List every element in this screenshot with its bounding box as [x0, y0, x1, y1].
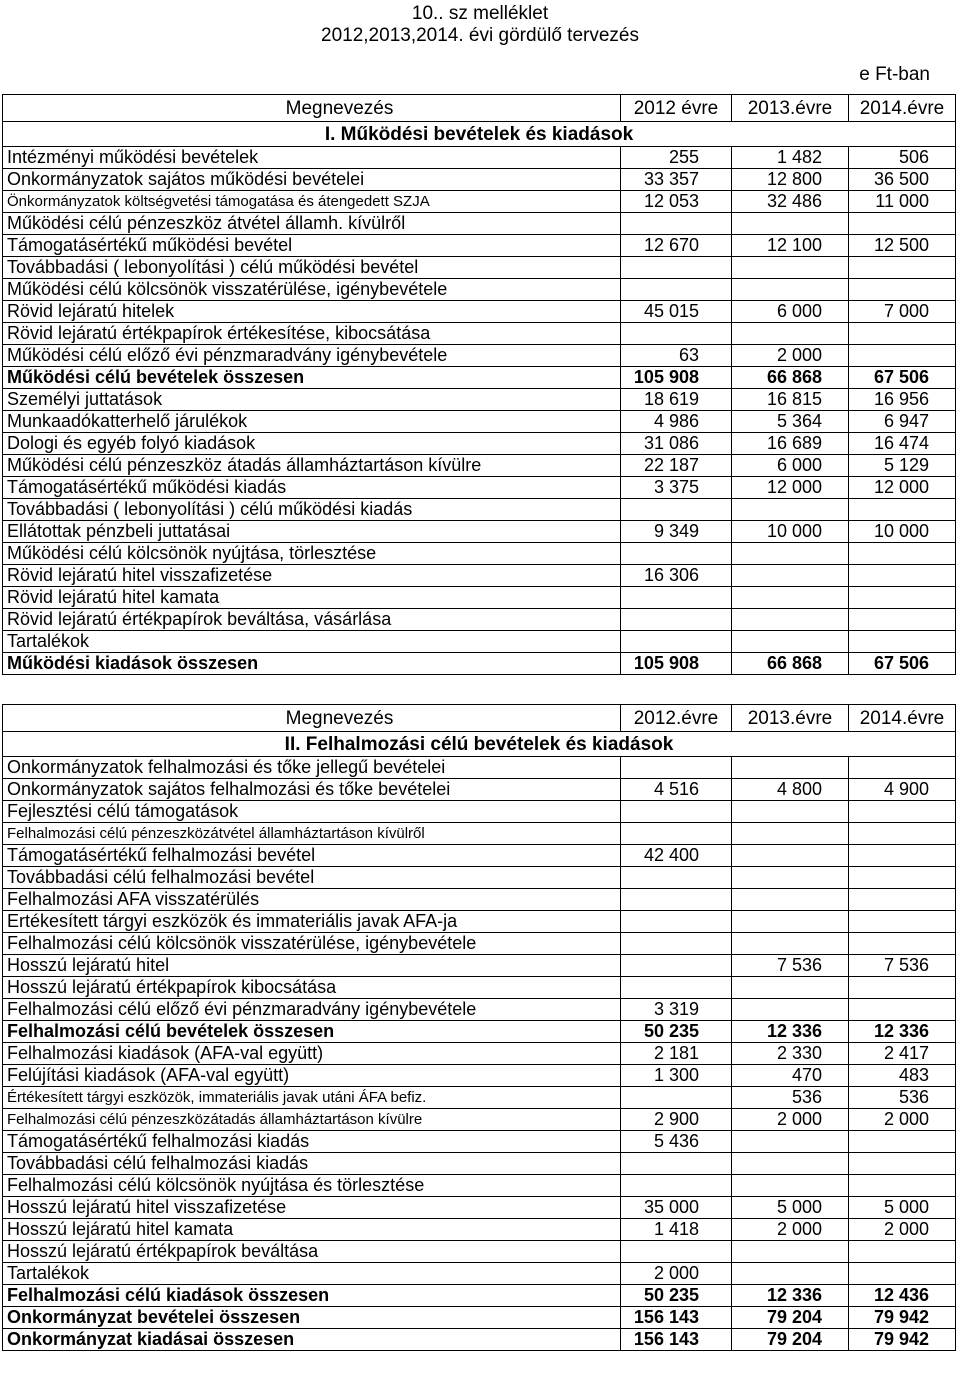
table-row	[3, 411, 956, 433]
value-2012	[621, 587, 732, 609]
value-2014	[849, 1241, 956, 1263]
value-2012	[621, 1153, 732, 1175]
value-2014: 5 000	[849, 1197, 956, 1219]
value-2013: 2 000	[732, 1109, 849, 1131]
table-header-row	[3, 705, 956, 732]
value-2013: 6 000	[732, 455, 849, 477]
value-2013	[732, 977, 849, 999]
row-label: Rövid lejáratú hitel kamata	[3, 587, 621, 609]
value-2013: 32 486	[732, 191, 849, 213]
column-header-2012: 2012.évre	[621, 705, 732, 732]
table-row	[3, 653, 956, 675]
table-row	[3, 631, 956, 653]
value-2014	[849, 867, 956, 889]
unit-label: e Ft-ban	[859, 64, 930, 85]
value-2012	[621, 889, 732, 911]
value-2013	[732, 801, 849, 823]
value-2013	[732, 213, 849, 235]
row-label: Továbbadási ( lebonyolítási ) célú működési bevétel	[3, 257, 621, 279]
table-row	[3, 1175, 956, 1197]
value-2012	[621, 499, 732, 521]
value-2013: 79 204	[732, 1307, 849, 1329]
value-2014	[849, 631, 956, 653]
table-row	[3, 1087, 956, 1109]
row-label: Önkormányzatok költségvetési támogatása és átengedett SZJA	[3, 191, 621, 213]
row-label: Működési célú kölcsönök nyújtása, törlesztése	[3, 543, 621, 565]
value-2013	[732, 499, 849, 521]
value-2013: 470	[732, 1065, 849, 1087]
value-2014	[849, 889, 956, 911]
value-2013	[732, 911, 849, 933]
value-2014	[849, 213, 956, 235]
value-2013	[732, 565, 849, 587]
value-2014	[849, 911, 956, 933]
value-2012	[621, 933, 732, 955]
value-2012: 156 143	[621, 1329, 732, 1351]
value-2012	[621, 213, 732, 235]
value-2014	[849, 933, 956, 955]
value-2014	[849, 999, 956, 1021]
row-label: Onkormányzat bevételei összesen	[3, 1307, 621, 1329]
row-label: Rövid lejáratú hitel visszafizetése	[3, 565, 621, 587]
value-2012: 156 143	[621, 1307, 732, 1329]
value-2014	[849, 587, 956, 609]
table-row	[3, 279, 956, 301]
value-2014: 12 336	[849, 1021, 956, 1043]
value-2013	[732, 1131, 849, 1153]
value-2012: 50 235	[621, 1021, 732, 1043]
row-label: Tartalékok	[3, 631, 621, 653]
table-row	[3, 1241, 956, 1263]
table-row	[3, 1109, 956, 1131]
table-row	[3, 389, 956, 411]
value-2012: 1 418	[621, 1219, 732, 1241]
table-row	[3, 933, 956, 955]
table-row	[3, 477, 956, 499]
table-row	[3, 609, 956, 631]
document-title: 2012,2013,2014. évi gördülő tervezés	[321, 25, 639, 46]
row-label: Felhalmozási kiadások (AFA-val együtt)	[3, 1043, 621, 1065]
table-row	[3, 1197, 956, 1219]
value-2013: 4 800	[732, 779, 849, 801]
section-title: I. Működési bevételek és kiadások	[3, 122, 956, 147]
value-2012: 2 181	[621, 1043, 732, 1065]
value-2012	[621, 1241, 732, 1263]
table-row	[3, 1021, 956, 1043]
value-2013	[732, 1263, 849, 1285]
table-row	[3, 1131, 956, 1153]
table-row	[3, 521, 956, 543]
row-label: Dologi és egyéb folyó kiadások	[3, 433, 621, 455]
value-2014: 7 536	[849, 955, 956, 977]
row-label: Rövid lejáratú értékpapírok értékesítése, kibocsátása	[3, 323, 621, 345]
value-2014: 2 000	[849, 1109, 956, 1131]
value-2013	[732, 757, 849, 779]
table-header-row	[3, 95, 956, 122]
value-2013	[732, 845, 849, 867]
row-label: Hosszú lejáratú hitel kamata	[3, 1219, 621, 1241]
value-2014: 506	[849, 147, 956, 169]
value-2014: 536	[849, 1087, 956, 1109]
value-2014: 67 506	[849, 653, 956, 675]
value-2014: 16 956	[849, 389, 956, 411]
value-2014: 12 436	[849, 1285, 956, 1307]
table-row	[3, 213, 956, 235]
value-2013	[732, 1241, 849, 1263]
value-2013: 7 536	[732, 955, 849, 977]
value-2014	[849, 279, 956, 301]
table-row	[3, 911, 956, 933]
value-2013	[732, 257, 849, 279]
row-label: Továbbadási ( lebonyolítási ) célú működési kiadás	[3, 499, 621, 521]
row-label: Működési célú pénzeszköz átadás államháztartáson kívülre	[3, 455, 621, 477]
table-row	[3, 257, 956, 279]
value-2012: 33 357	[621, 169, 732, 191]
value-2014	[849, 323, 956, 345]
value-2013: 16 689	[732, 433, 849, 455]
value-2012: 12 670	[621, 235, 732, 257]
value-2012: 63	[621, 345, 732, 367]
row-label: Működési célú kölcsönök visszatérülése, igénybevétele	[3, 279, 621, 301]
table-row	[3, 757, 956, 779]
value-2013: 12 000	[732, 477, 849, 499]
row-label: Munkaadókatterhelő járulékok	[3, 411, 621, 433]
operating-table	[2, 94, 956, 675]
value-2014	[849, 257, 956, 279]
table-row	[3, 323, 956, 345]
table-row	[3, 1285, 956, 1307]
value-2014: 10 000	[849, 521, 956, 543]
value-2014: 6 947	[849, 411, 956, 433]
value-2014: 12 000	[849, 477, 956, 499]
value-2012	[621, 955, 732, 977]
value-2012	[621, 323, 732, 345]
value-2014	[849, 565, 956, 587]
value-2013	[732, 999, 849, 1021]
value-2012	[621, 823, 732, 845]
table-row	[3, 1219, 956, 1241]
value-2014: 11 000	[849, 191, 956, 213]
table-row	[3, 801, 956, 823]
value-2014	[849, 977, 956, 999]
table-row	[3, 999, 956, 1021]
row-label: Hosszú lejáratú hitel visszafizetése	[3, 1197, 621, 1219]
table-row	[3, 845, 956, 867]
row-label: Hosszú lejáratú értékpapírok beváltása	[3, 1241, 621, 1263]
table-row	[3, 455, 956, 477]
value-2013: 1 482	[732, 147, 849, 169]
row-label: Hosszú lejáratú hitel	[3, 955, 621, 977]
value-2014	[849, 609, 956, 631]
value-2014: 7 000	[849, 301, 956, 323]
row-label: Felhalmozási célú pénzeszközátadás államháztartáson kívülre	[3, 1109, 621, 1131]
value-2014: 483	[849, 1065, 956, 1087]
table-row	[3, 1153, 956, 1175]
row-label: Ellátottak pénzbeli juttatásai	[3, 521, 621, 543]
row-label: Felhalmozási célú kölcsönök nyújtása és törlesztése	[3, 1175, 621, 1197]
row-label: Működési célú előző évi pénzmaradvány igénybevétele	[3, 345, 621, 367]
value-2014	[849, 1153, 956, 1175]
column-header-2013: 2013.évre	[732, 95, 849, 122]
value-2014	[849, 345, 956, 367]
value-2013: 79 204	[732, 1329, 849, 1351]
value-2012	[621, 977, 732, 999]
row-label: Hosszú lejáratú értékpapírok kibocsátása	[3, 977, 621, 999]
value-2012: 42 400	[621, 845, 732, 867]
value-2012: 105 908	[621, 653, 732, 675]
value-2012	[621, 1087, 732, 1109]
row-label: Rövid lejáratú értékpapírok beváltása, vásárlása	[3, 609, 621, 631]
value-2012	[621, 631, 732, 653]
value-2012: 1 300	[621, 1065, 732, 1087]
section-title-row	[3, 732, 956, 757]
value-2012	[621, 801, 732, 823]
row-label: Intézményi működési bevételek	[3, 147, 621, 169]
value-2013: 12 336	[732, 1021, 849, 1043]
value-2013: 5 000	[732, 1197, 849, 1219]
value-2012: 50 235	[621, 1285, 732, 1307]
table-row	[3, 1329, 956, 1351]
row-label: Támogatásértékű működési bevétel	[3, 235, 621, 257]
value-2012	[621, 757, 732, 779]
value-2013	[732, 323, 849, 345]
table-row	[3, 889, 956, 911]
table-row	[3, 301, 956, 323]
table-row	[3, 587, 956, 609]
row-label: Ertékesített tárgyi eszközök és immateriális javak AFA-ja	[3, 911, 621, 933]
row-label: Onkormányzatok felhalmozási és tőke jellegű bevételei	[3, 757, 621, 779]
value-2013: 5 364	[732, 411, 849, 433]
value-2012: 2 900	[621, 1109, 732, 1131]
value-2014: 12 500	[849, 235, 956, 257]
row-label: Működési célú pénzeszköz átvétel államh. kívülről	[3, 213, 621, 235]
value-2014: 2 000	[849, 1219, 956, 1241]
value-2012: 3 375	[621, 477, 732, 499]
value-2014	[849, 845, 956, 867]
capital-table	[2, 704, 956, 1351]
table-row	[3, 191, 956, 213]
value-2012: 4 986	[621, 411, 732, 433]
table-row	[3, 1307, 956, 1329]
value-2013: 66 868	[732, 653, 849, 675]
value-2012: 3 319	[621, 999, 732, 1021]
table-row	[3, 345, 956, 367]
value-2013: 6 000	[732, 301, 849, 323]
value-2012	[621, 257, 732, 279]
value-2012: 12 053	[621, 191, 732, 213]
value-2014	[849, 1263, 956, 1285]
table-row	[3, 565, 956, 587]
row-label: Támogatásértékű felhalmozási kiadás	[3, 1131, 621, 1153]
value-2012: 22 187	[621, 455, 732, 477]
value-2014: 36 500	[849, 169, 956, 191]
value-2014	[849, 823, 956, 845]
row-label: Felhalmozási célú kiadások összesen	[3, 1285, 621, 1307]
value-2013	[732, 543, 849, 565]
value-2013: 16 815	[732, 389, 849, 411]
value-2014: 79 942	[849, 1329, 956, 1351]
value-2014: 79 942	[849, 1307, 956, 1329]
column-header-2014: 2014.évre	[849, 95, 956, 122]
value-2013: 66 868	[732, 367, 849, 389]
value-2014	[849, 757, 956, 779]
value-2013	[732, 279, 849, 301]
value-2014: 5 129	[849, 455, 956, 477]
table-row	[3, 499, 956, 521]
value-2012: 18 619	[621, 389, 732, 411]
table-row	[3, 867, 956, 889]
table-row	[3, 235, 956, 257]
row-label: Felhalmozási AFA visszatérülés	[3, 889, 621, 911]
table-row	[3, 955, 956, 977]
row-label: Felhalmozási célú kölcsönök visszatérülése, igénybevétele	[3, 933, 621, 955]
table-row	[3, 1263, 956, 1285]
table-row	[3, 433, 956, 455]
value-2013	[732, 609, 849, 631]
row-label: Értékesített tárgyi eszközök, immateriális javak utáni ÁFA befiz.	[3, 1087, 621, 1109]
value-2014: 16 474	[849, 433, 956, 455]
table-row	[3, 169, 956, 191]
row-label: Fejlesztési célú támogatások	[3, 801, 621, 823]
value-2014	[849, 1175, 956, 1197]
value-2014: 4 900	[849, 779, 956, 801]
value-2013: 12 800	[732, 169, 849, 191]
value-2012	[621, 543, 732, 565]
value-2013: 2 000	[732, 345, 849, 367]
value-2014	[849, 499, 956, 521]
value-2013: 2 000	[732, 1219, 849, 1241]
value-2012: 35 000	[621, 1197, 732, 1219]
value-2013	[732, 823, 849, 845]
value-2014: 67 506	[849, 367, 956, 389]
row-label: Működési célú bevételek összesen	[3, 367, 621, 389]
value-2013: 10 000	[732, 521, 849, 543]
table-row	[3, 147, 956, 169]
section-title-row	[3, 122, 956, 147]
value-2013	[732, 1175, 849, 1197]
value-2013: 12 336	[732, 1285, 849, 1307]
table-row	[3, 1065, 956, 1087]
value-2012: 45 015	[621, 301, 732, 323]
column-header-name: Megnevezés	[3, 705, 621, 732]
value-2012	[621, 911, 732, 933]
row-label: Rövid lejáratú hitelek	[3, 301, 621, 323]
value-2013: 536	[732, 1087, 849, 1109]
value-2013	[732, 889, 849, 911]
row-label: Támogatásértékű működési kiadás	[3, 477, 621, 499]
column-header-2014: 2014.évre	[849, 705, 956, 732]
row-label: Onkormányzatok sajátos működési bevételei	[3, 169, 621, 191]
value-2013	[732, 631, 849, 653]
row-label: Tartalékok	[3, 1263, 621, 1285]
value-2012	[621, 279, 732, 301]
column-header-2012: 2012 évre	[621, 95, 732, 122]
value-2012: 2 000	[621, 1263, 732, 1285]
value-2012: 16 306	[621, 565, 732, 587]
row-label: Továbbadási célú felhalmozási bevétel	[3, 867, 621, 889]
value-2013	[732, 933, 849, 955]
value-2013	[732, 587, 849, 609]
value-2012: 5 436	[621, 1131, 732, 1153]
column-header-name: Megnevezés	[3, 95, 621, 122]
row-label: Onkormányzatok sajátos felhalmozási és tőke bevételei	[3, 779, 621, 801]
table-row	[3, 977, 956, 999]
row-label: Működési kiadások összesen	[3, 653, 621, 675]
value-2014	[849, 543, 956, 565]
value-2012: 105 908	[621, 367, 732, 389]
value-2012: 4 516	[621, 779, 732, 801]
value-2012	[621, 609, 732, 631]
value-2012: 9 349	[621, 521, 732, 543]
table-row	[3, 1043, 956, 1065]
table-row	[3, 543, 956, 565]
table-row	[3, 779, 956, 801]
row-label: Felhalmozási célú előző évi pénzmaradvány igénybevétele	[3, 999, 621, 1021]
value-2014	[849, 1131, 956, 1153]
row-label: Felhalmozási célú pénzeszközátvétel államháztartáson kívülről	[3, 823, 621, 845]
value-2012: 31 086	[621, 433, 732, 455]
value-2014	[849, 801, 956, 823]
section-title: II. Felhalmozási célú bevételek és kiadások	[3, 732, 956, 757]
value-2012	[621, 1175, 732, 1197]
value-2014: 2 417	[849, 1043, 956, 1065]
value-2012	[621, 867, 732, 889]
row-label: Felújítási kiadások (AFA-val együtt)	[3, 1065, 621, 1087]
value-2013: 2 330	[732, 1043, 849, 1065]
row-label: Onkormányzat kiadásai összesen	[3, 1329, 621, 1351]
value-2013	[732, 867, 849, 889]
row-label: Felhalmozási célú bevételek összesen	[3, 1021, 621, 1043]
annex-number: 10.. sz melléklet	[411, 3, 549, 24]
table-row	[3, 823, 956, 845]
row-label: Támogatásértékű felhalmozási bevétel	[3, 845, 621, 867]
row-label: Személyi juttatások	[3, 389, 621, 411]
column-header-2013: 2013.évre	[732, 705, 849, 732]
value-2012: 255	[621, 147, 732, 169]
row-label: Továbbadási célú felhalmozási kiadás	[3, 1153, 621, 1175]
table-row	[3, 367, 956, 389]
value-2013	[732, 1153, 849, 1175]
value-2013: 12 100	[732, 235, 849, 257]
